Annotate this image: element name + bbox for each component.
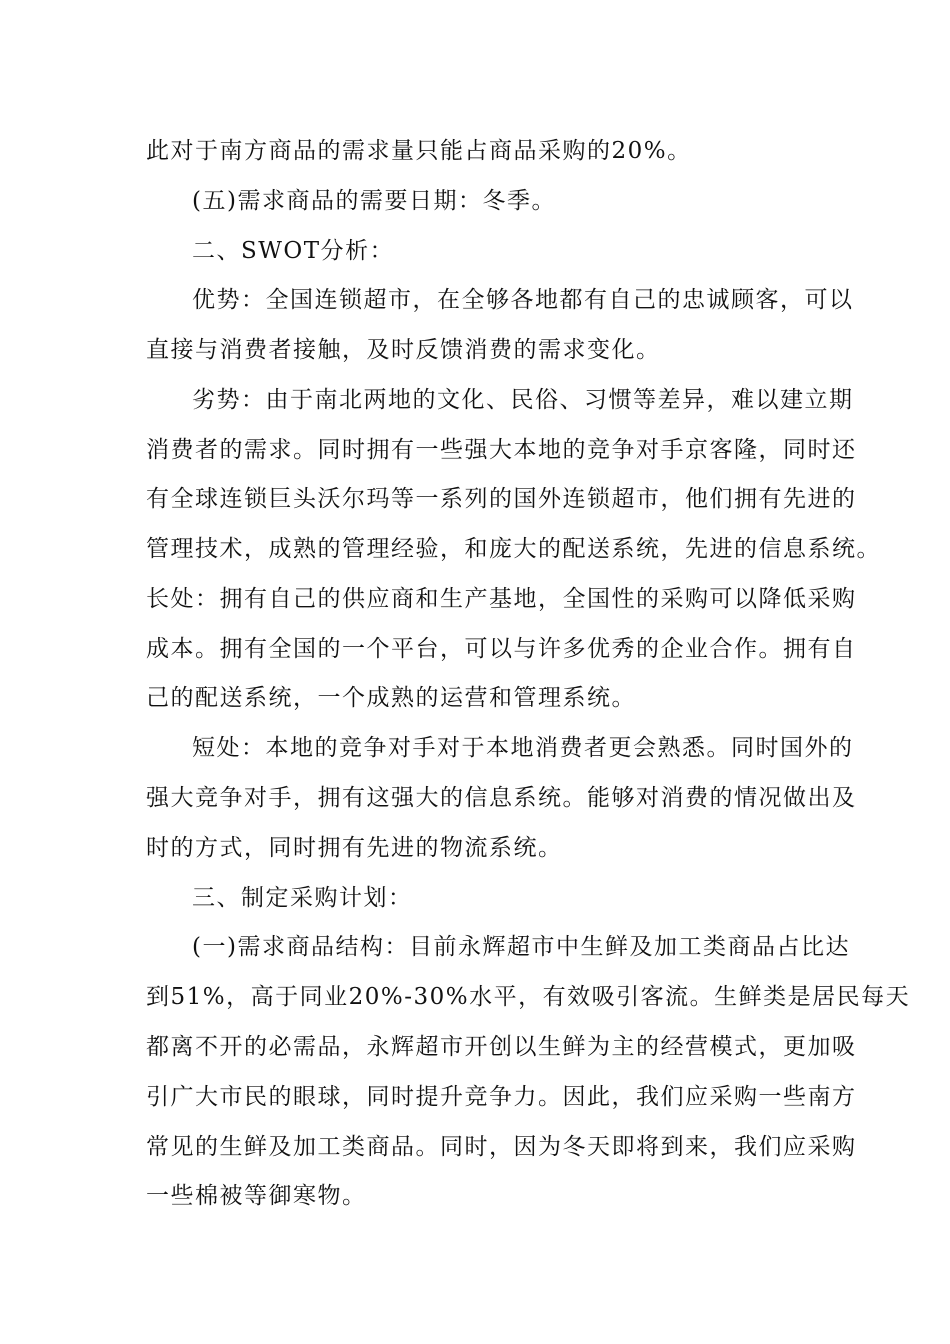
text-line: 强大竞争对手，拥有这强大的信息系统。能够对消费的情况做出及 bbox=[146, 785, 857, 811]
section-heading: 三、制定采购计划： bbox=[192, 885, 413, 911]
text-line: 己的配送系统，一个成熟的运营和管理系统。 bbox=[146, 685, 636, 711]
text-line: 成本。拥有全国的一个平台，可以与许多优秀的企业合作。拥有自 bbox=[146, 636, 857, 662]
text-line: 到51%，高于同业20%-30%水平，有效吸引客流。生鲜类是居民每天 bbox=[146, 984, 911, 1010]
text-line: 优势：全国连锁超市，在全够各地都有自己的忠诚顾客，可以 bbox=[192, 287, 854, 313]
text-line: 时的方式，同时拥有先进的物流系统。 bbox=[146, 835, 563, 861]
text-line: 此对于南方商品的需求量只能占商品采购的20%。 bbox=[146, 138, 692, 164]
text-line: 一些棉被等御寒物。 bbox=[146, 1183, 367, 1209]
text-line: 消费者的需求。同时拥有一些强大本地的竞争对手京客隆，同时还 bbox=[146, 437, 857, 463]
text-line: 都离不开的必需品，永辉超市开创以生鲜为主的经营模式，更加吸 bbox=[146, 1034, 857, 1060]
text-line: 长处：拥有自己的供应商和生产基地，全国性的采购可以降低采购 bbox=[146, 586, 857, 612]
text-line: 引广大市民的眼球，同时提升竞争力。因此，我们应采购一些南方 bbox=[146, 1084, 857, 1110]
text-line: 劣势：由于南北两地的文化、民俗、习惯等差异，难以建立期 bbox=[192, 387, 854, 413]
text-line: 常见的生鲜及加工类商品。同时，因为冬天即将到来，我们应采购 bbox=[146, 1134, 857, 1160]
text-line: (五)需求商品的需要日期：冬季。 bbox=[192, 188, 556, 214]
text-line: 有全球连锁巨头沃尔玛等一系列的国外连锁超市，他们拥有先进的 bbox=[146, 486, 857, 512]
text-line: 短处：本地的竞争对手对于本地消费者更会熟悉。同时国外的 bbox=[192, 735, 854, 761]
text-line: 管理技术，成熟的管理经验，和庞大的配送系统，先进的信息系统。 bbox=[146, 536, 881, 562]
text-line: (一)需求商品结构：目前永辉超市中生鲜及加工类商品占比达 bbox=[192, 934, 850, 960]
text-line: 直接与消费者接触，及时反馈消费的需求变化。 bbox=[146, 337, 661, 363]
section-heading: 二、SWOT分析： bbox=[192, 238, 395, 264]
